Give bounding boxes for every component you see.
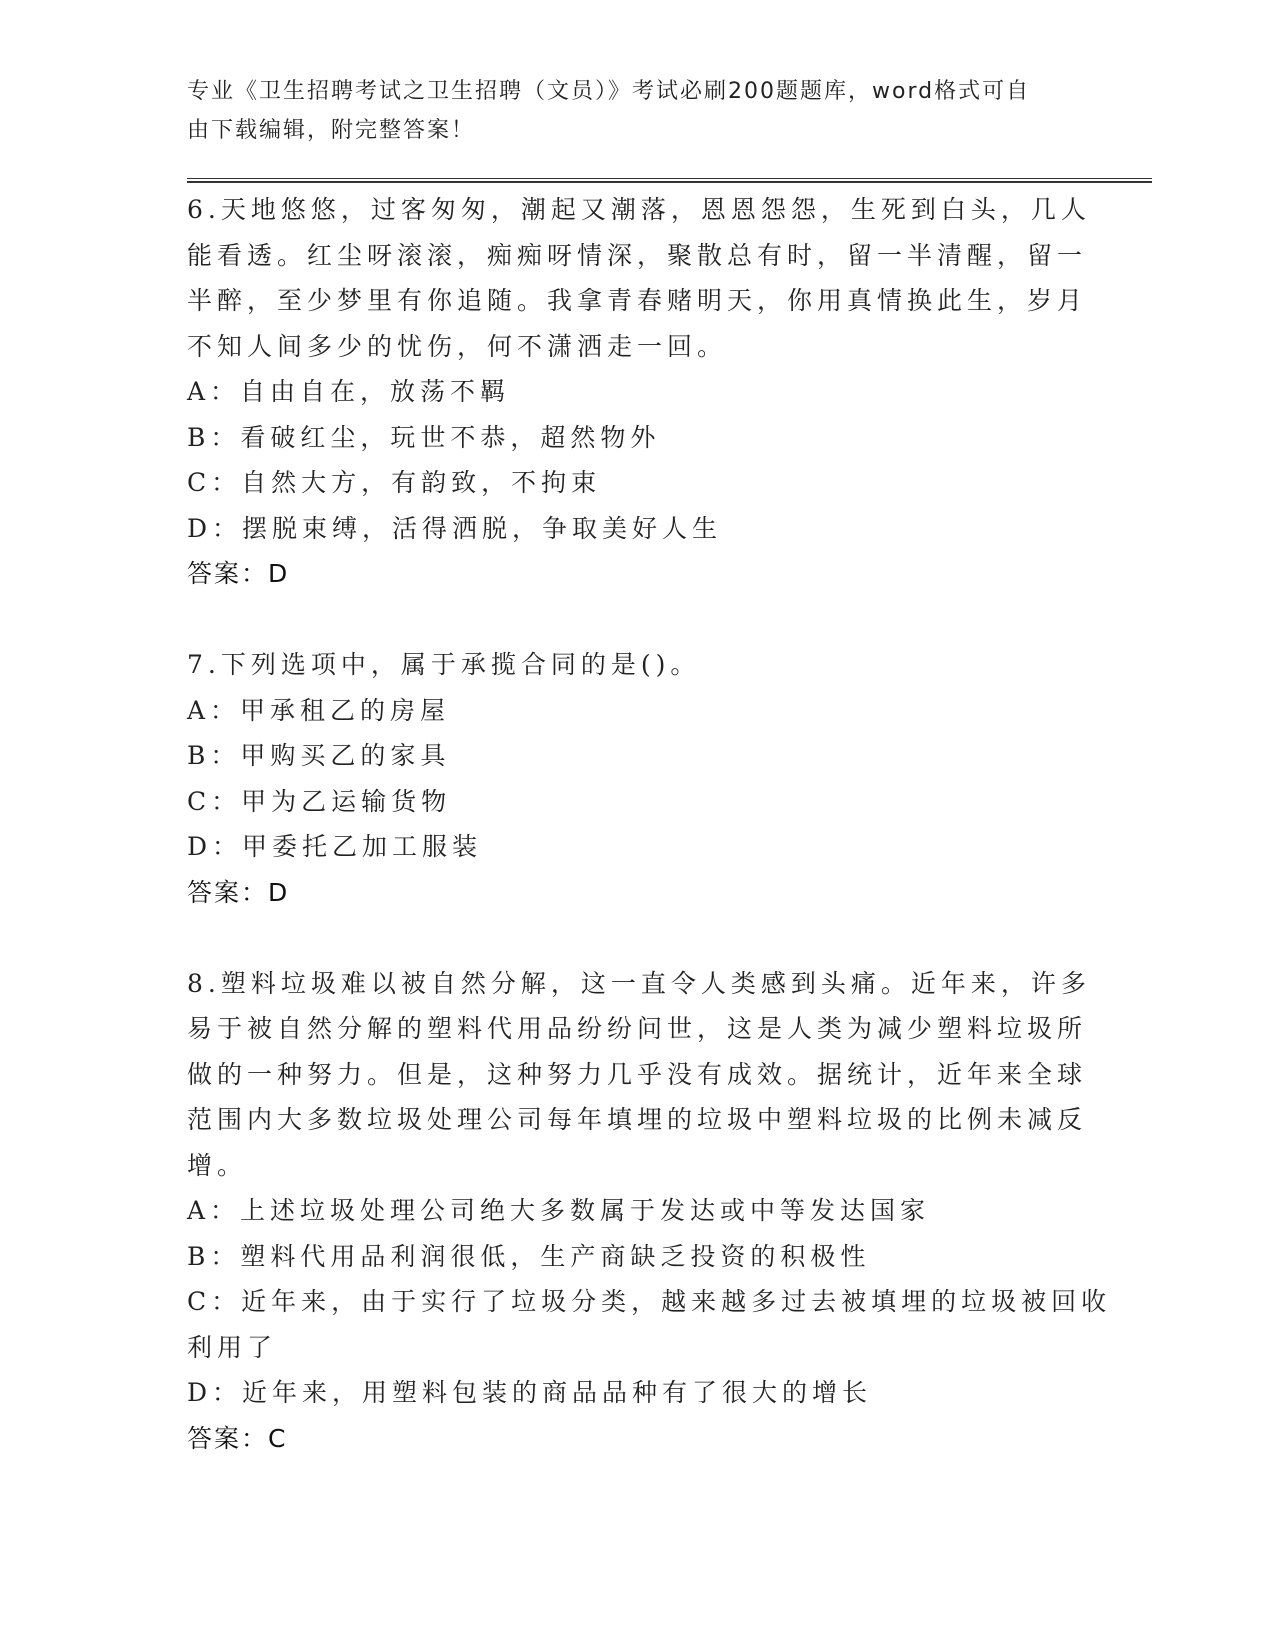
document-header — [187, 72, 1067, 150]
question-6-stem-line-4: 不知人间多少的忧伤，何不潇洒走一回。 — [187, 331, 728, 361]
question-7 — [187, 642, 1067, 915]
question-7-option-a: A：甲承租乙的房屋 — [187, 695, 451, 725]
question-6-option-d: D：摆脱束缚，活得洒脱，争取美好人生 — [187, 513, 723, 543]
question-6-stem-line-1: 6.天地悠悠，过客匆匆，潮起又潮落，恩恩怨怨，生死到白头，几人 — [187, 195, 1091, 224]
question-6-stem-line-3: 半醉，至少梦里有你追随。我拿青春赌明天，你用真情换此生，岁月 — [187, 286, 1088, 315]
header-rule-thin — [187, 178, 1152, 179]
question-6-option-a: A：自由自在，放荡不羁 — [187, 377, 511, 406]
question-list — [187, 187, 1112, 1461]
header-line-1: 专业《卫生招聘考试之卫生招聘（文员）》考试必刷200题题库，word格式可自 — [187, 79, 1031, 104]
question-8-stem-line-4: 范围内大多数垃圾处理公司每年填埋的垃圾中塑料垃圾的比例未减反 — [187, 1105, 1088, 1134]
question-8-stem-line-5: 增。 — [187, 1150, 248, 1180]
question-8-stem-line-3: 做的一种努力。但是，这种努力几乎没有成效。据统计，近年来全球 — [187, 1059, 1088, 1089]
question-6 — [187, 187, 1091, 597]
spacer — [187, 597, 1067, 643]
question-6-option-b: B：看破红尘，玩世不恭，超然物外 — [187, 422, 661, 452]
question-6-stem-line-2: 能看透。红尘呀滚滚，痴痴呀情深，聚散总有时，留一半清醒，留一 — [187, 240, 1088, 270]
header-line-2: 由下载编辑，附完整答案！ — [187, 118, 476, 143]
question-8-stem-line-1: 8.塑料垃圾难以被自然分解，这一直令人类感到头痛。近年来，许多 — [187, 968, 1091, 998]
question-7-option-d: D：甲委托乙加工服装 — [187, 832, 483, 861]
question-8-answer: 答案：C — [187, 1423, 288, 1453]
question-8 — [187, 961, 1112, 1462]
question-8-option-a: A：上述垃圾处理公司绝大多数属于发达或中等发达国家 — [187, 1196, 931, 1225]
question-7-answer: 答案：D — [187, 877, 290, 907]
header-rule-thick — [187, 181, 1152, 183]
question-8-option-c-cont: 利用了 — [187, 1332, 278, 1362]
question-8-option-b: B：塑料代用品利润很低，生产商缺乏投资的积极性 — [187, 1241, 871, 1271]
question-6-option-c: C：自然大方，有韵致，不拘束 — [187, 468, 602, 497]
question-7-stem-line-1: 7.下列选项中，属于承揽合同的是()。 — [187, 650, 701, 679]
question-8-stem-line-2: 易于被自然分解的塑料代用品纷纷问世，这是人类为减少塑料垃圾所 — [187, 1014, 1088, 1043]
spacer — [187, 915, 1067, 961]
question-6-answer: 答案：D — [187, 559, 290, 588]
question-7-option-c: C：甲为乙运输货物 — [187, 786, 452, 816]
question-8-option-c: C：近年来，由于实行了垃圾分类，越来越多过去被填埋的垃圾被回收 — [187, 1287, 1112, 1316]
question-7-option-b: B：甲购买乙的家具 — [187, 741, 451, 770]
question-8-option-d: D：近年来，用塑料包装的商品品种有了很大的增长 — [187, 1378, 873, 1407]
